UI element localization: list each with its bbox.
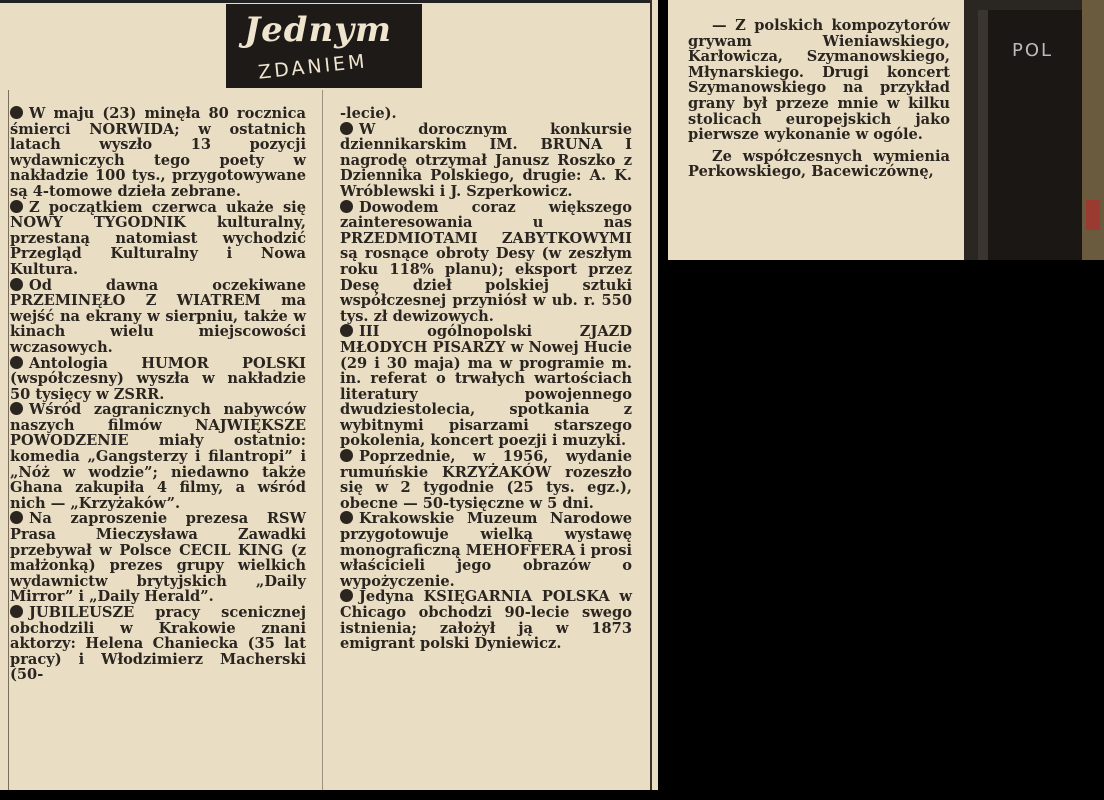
column-rule <box>8 90 9 790</box>
bullet-icon <box>340 122 353 135</box>
news-item: Od dawna oczekiwane PRZEMINĘŁO Z WIATREM ma wejść na ekrany w sierpniu, także w kinach wielu miejscowości wczasowych. <box>10 276 306 356</box>
top-rule <box>0 0 650 3</box>
red-mark <box>1086 200 1100 230</box>
column-rule <box>322 90 323 790</box>
news-item: Jedyna KSIĘGARNIA POLSKA w Chicago obchodzi 90-lecie swego istnienia; założył ją w 1873 emigrant polski Dyniewicz. <box>340 588 632 653</box>
logo-line2: ZDANIEM <box>257 50 369 84</box>
news-item: Antologia HUMOR POLSKI (współczesny) wyszła w nakładzie 50 tysięcy w ZSRR. <box>10 354 306 403</box>
bullet-icon <box>340 324 353 337</box>
bullet-icon <box>10 511 23 524</box>
photo <box>964 0 1104 260</box>
page-gutter <box>650 0 652 790</box>
news-item: Z początkiem czerwca ukaże się NOWY TYGODNIK kulturalny, przestaną natomiast wychodzić Przegląd Kulturalny i Nowa Kultura. <box>10 198 306 278</box>
paragraph: Ze współczesnych wymienia Perkowskiego, Bacewiczównę, <box>688 147 950 181</box>
bullet-icon <box>10 402 23 415</box>
news-item: Wśród zagranicznych nabywców naszych filmów NAJWIĘKSZE POWODZENIE miały ostatnio: komedia „Gangsterzy i filantropi” i „Nóż w wodzie”; niedawno także Ghana zakupiła 4 filmy, a wśród nich — „Krzyżaków”. <box>10 401 306 512</box>
news-item: Krakowskie Muzeum Narodowe przygotowuje wielką wystawę monograficzną MEHOFFERA i prosi właścicieli jego obrazów o wypożyczenie. <box>340 510 632 590</box>
news-item: III ogólnopolski ZJAZD MŁODYCH PISARZY w Nowej Hucie (29 i 30 maja) ma w programie m. in. referat o trwałych wartościach literatury powojennego dwudziestolecia, spotkania z wybitnymi pisarzami starszego pokolenia, koncert poezji i muzyki. <box>340 323 632 450</box>
news-item: Dowodem coraz większego zainteresowania u nas PRZEDMIOTAMI ZABYTKOWYMI są rosnące obroty Desy (w zeszłym roku 118% planu); eksport przez Desę dzieł polskiej sztuki współczesnej przyniósł w ub. r. 550 tys. zł dewizowych. <box>340 198 632 325</box>
column-2 <box>340 106 632 652</box>
newspaper-page-right <box>668 0 1104 260</box>
bullet-icon <box>340 511 353 524</box>
bullet-icon <box>340 200 353 213</box>
bullet-icon <box>10 278 23 291</box>
news-item: W maju (23) minęła 80 rocznica śmierci NORWIDA; w ostatnich latach wyszło 13 pozycji wydawniczych tego poety w nakładzie 100 tys., przygotowywane są 4-tomowe dzieła zebrane. <box>10 105 306 200</box>
bullet-icon <box>340 449 353 462</box>
column-3 <box>688 18 950 180</box>
bullet-icon <box>10 200 23 213</box>
logo-line1: Jednym <box>244 10 392 50</box>
section-logo <box>226 4 422 88</box>
news-item: W dorocznym konkursie dziennikarskim IM. BRUNA I nagrodę otrzymał Janusz Roszko z Dziennika Polskiego, drugie: A. K. Wróblewski i J. Szperkowicz. <box>340 120 632 200</box>
column-1 <box>10 106 306 683</box>
news-item: Na zaproszenie prezesa RSW Prasa Mieczysława Zawadki przebywał w Polsce CECIL KING (z małżonką) prezes grupy wielkich wydawnictw brytyjskich „Daily Mirror” i „Daily Herald”. <box>10 510 306 606</box>
bullet-icon <box>340 589 353 602</box>
poster-text: POL <box>1012 40 1054 61</box>
continued-text: -lecie). <box>340 105 397 122</box>
news-item: JUBILEUSZE pracy scenicznej obchodzili w Krakowie znani aktorzy: Helena Chaniecka (35 lat pracy) i Włodzimierz Macherski (50- <box>10 604 306 684</box>
news-item: Poprzednie, w 1956, wydanie rumuńskie KRZYŻAKÓW rozeszło się w 2 tygodnie (25 tys. egz.), obecne — 50-tysięczne w 5 dni. <box>340 448 632 512</box>
bullet-icon <box>10 605 23 618</box>
paragraph: — Z polskich kompozytorów grywam Wieniawskiego, Karłowicza, Szymanowskiego, Młynarskiego. Drugi koncert Szymanowskiego na przykład grany był przeze mnie w kilku stolicach europejskich jako pierwsze wykonanie w ogóle. <box>688 17 950 144</box>
bullet-icon <box>10 106 23 119</box>
bullet-icon <box>10 356 23 369</box>
